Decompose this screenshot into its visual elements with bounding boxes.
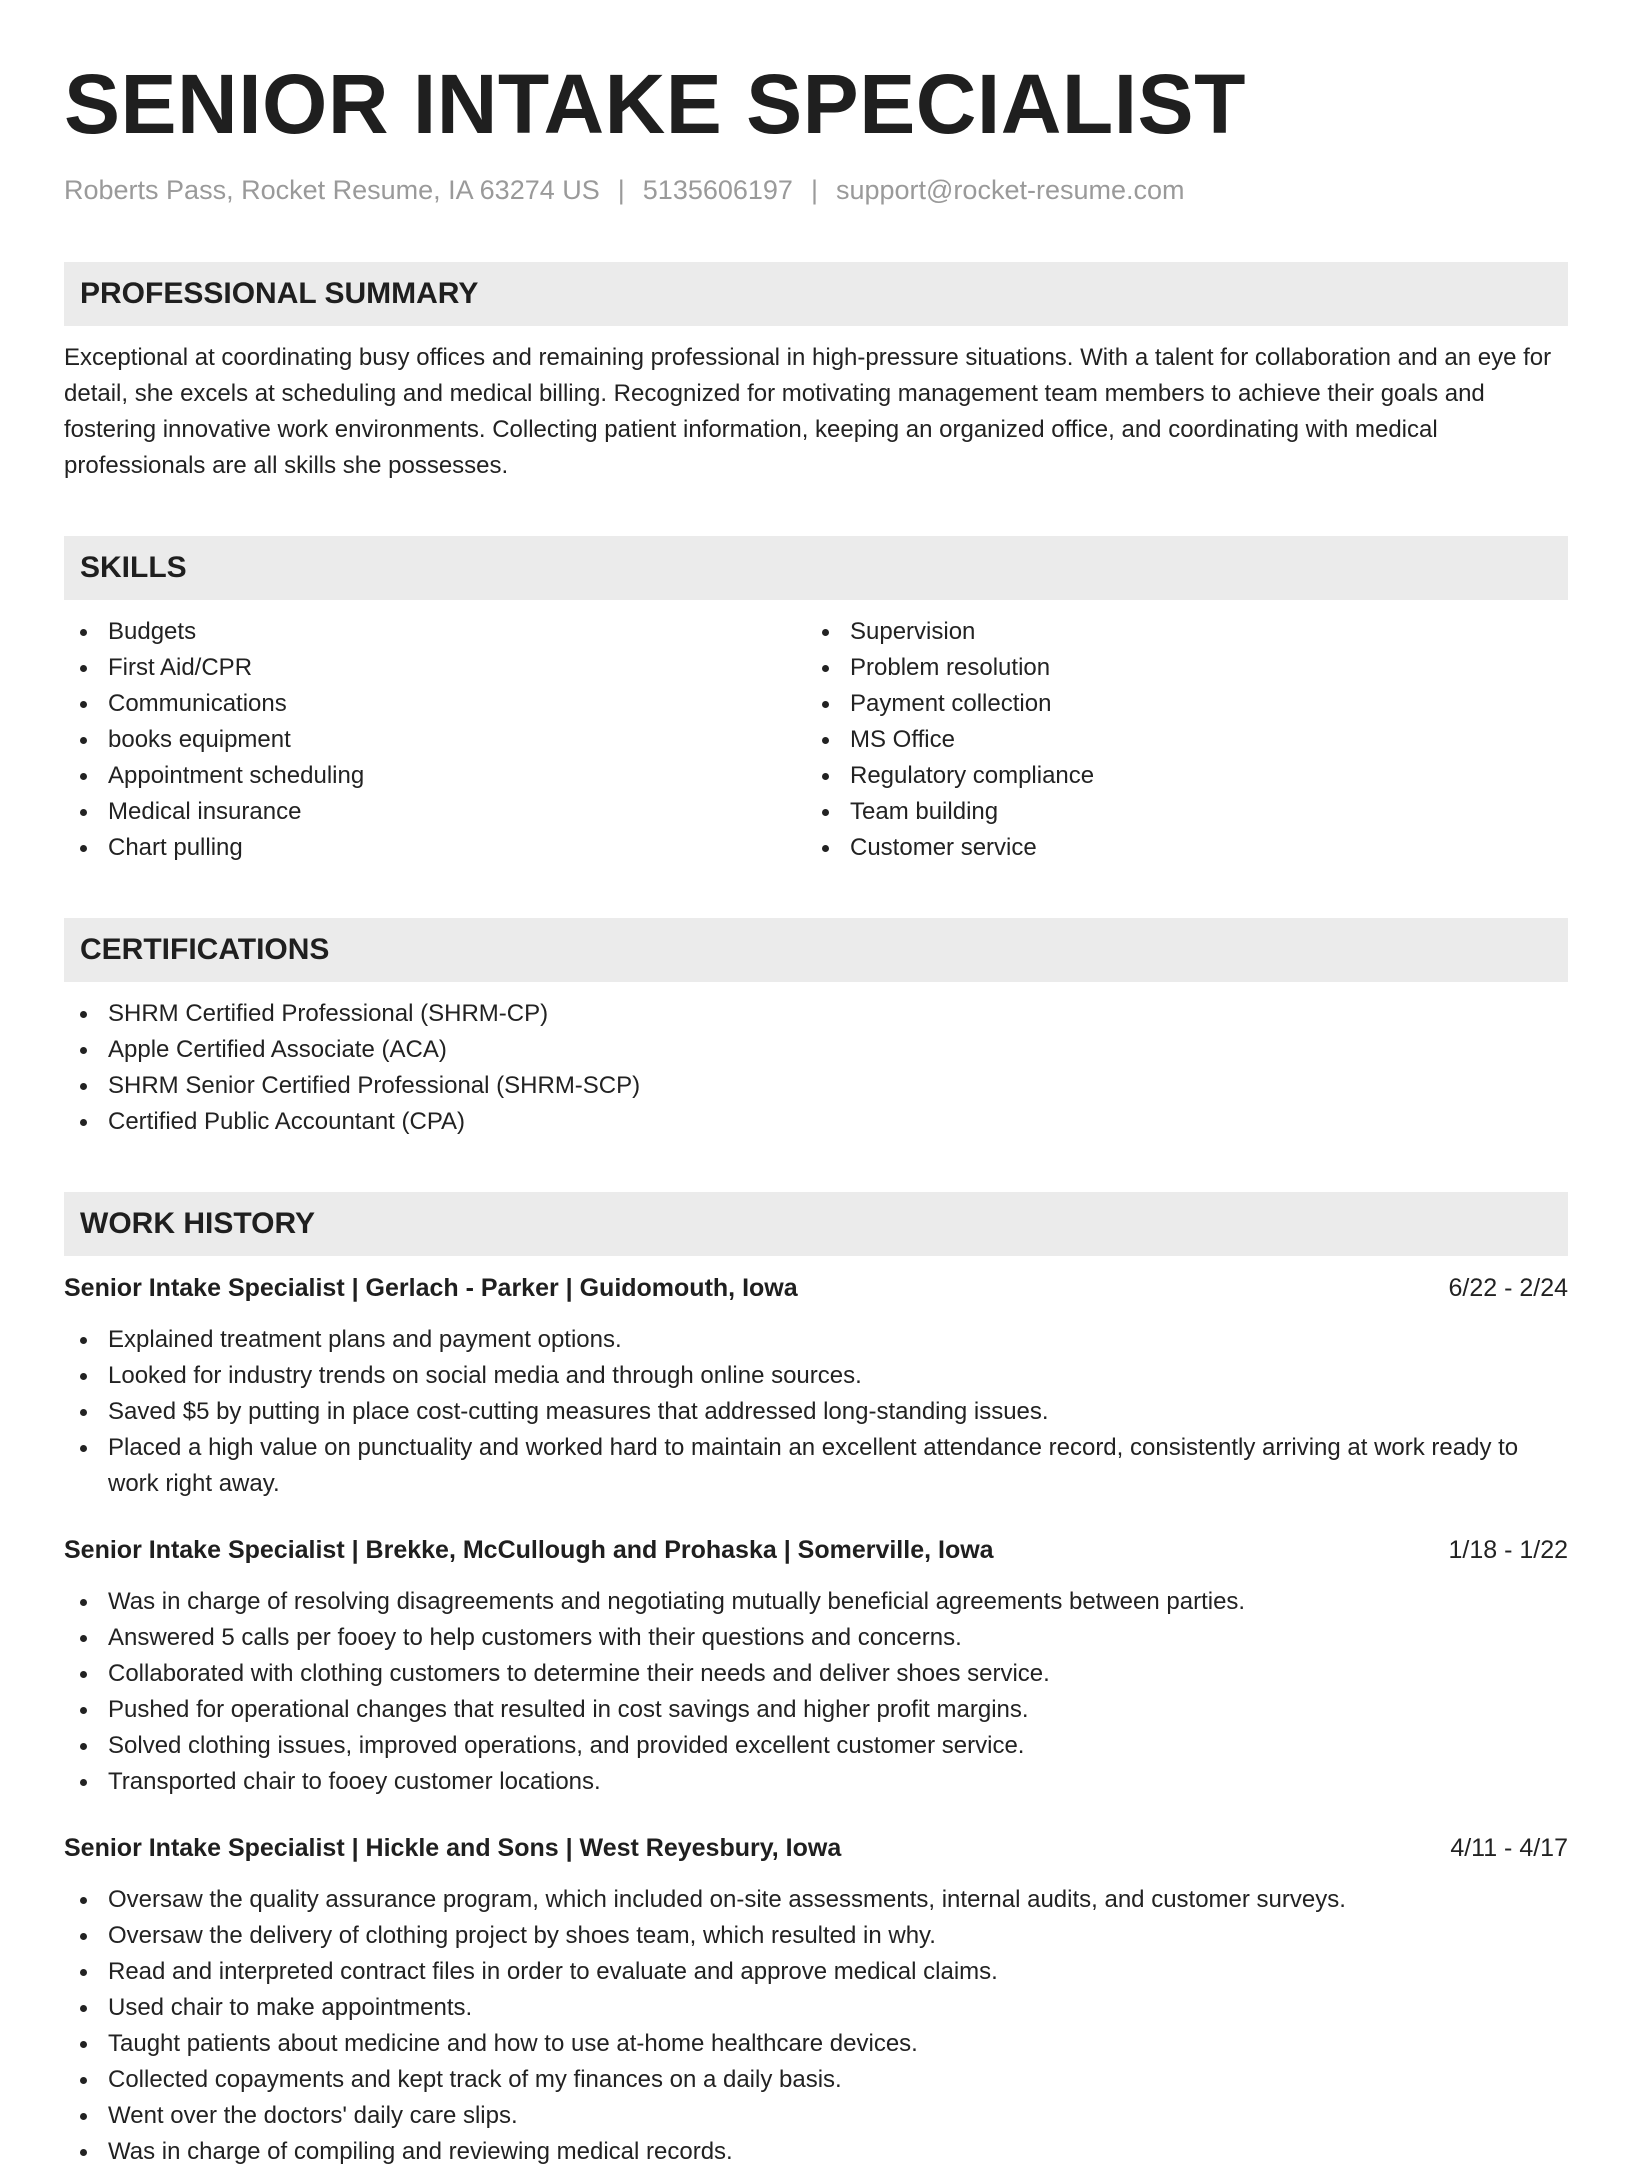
skills-grid	[64, 614, 1568, 866]
section-header-work-history: WORK HISTORY	[64, 1192, 1568, 1256]
job-bullet: Placed a high value on punctuality and worked hard to maintain an excellent attendance record, consistently arriving at work ready to work right away.	[64, 1430, 1568, 1502]
job-dates: 1/18 - 1/22	[1448, 1536, 1568, 1564]
job-bullet: Transported chair to fooey customer locations.	[64, 1764, 1568, 1800]
contact-phone: 5135606197	[642, 175, 793, 205]
certification-item: Certified Public Accountant (CPA)	[64, 1104, 1568, 1140]
certification-item: SHRM Certified Professional (SHRM-CP)	[64, 996, 1568, 1032]
skill-item: Supervision	[806, 614, 1548, 650]
resume-title: SENIOR INTAKE SPECIALIST	[64, 57, 1246, 151]
resume-page	[64, 56, 1568, 2170]
job-entry	[64, 1830, 1568, 2170]
job-bullet: Went over the doctors' daily care slips.	[64, 2098, 1568, 2134]
section-header-certifications: CERTIFICATIONS	[64, 918, 1568, 982]
skill-item: Medical insurance	[64, 794, 806, 830]
job-bullet: Pushed for operational changes that resulted in cost savings and higher profit margins.	[64, 1692, 1568, 1728]
job-header	[64, 1830, 1568, 1866]
job-bullet: Collaborated with clothing customers to determine their needs and deliver shoes service.	[64, 1656, 1568, 1692]
job-bullet: Read and interpreted contract files in order to evaluate and approve medical claims.	[64, 1954, 1568, 1990]
job-bullet: Explained treatment plans and payment options.	[64, 1322, 1568, 1358]
job-bullets	[64, 1584, 1568, 1800]
certifications-list	[64, 996, 1568, 1140]
job-bullet: Oversaw the quality assurance program, which included on-site assessments, internal audits, and customer surveys.	[64, 1882, 1568, 1918]
contact-line	[64, 172, 1568, 208]
job-bullet: Collected copayments and kept track of my finances on a daily basis.	[64, 2062, 1568, 2098]
skill-item: Payment collection	[806, 686, 1548, 722]
job-bullet: Taught patients about medicine and how to use at-home healthcare devices.	[64, 2026, 1568, 2062]
skill-item: Regulatory compliance	[806, 758, 1548, 794]
skill-item: Problem resolution	[806, 650, 1548, 686]
job-bullet: Looked for industry trends on social media and through online sources.	[64, 1358, 1568, 1394]
job-heading: Senior Intake Specialist | Hickle and Sons | West Reyesbury, Iowa	[64, 1834, 842, 1862]
job-dates: 4/11 - 4/17	[1450, 1834, 1568, 1862]
section-header-skills: SKILLS	[64, 536, 1568, 600]
job-entry	[64, 1270, 1568, 1502]
skill-item: Customer service	[806, 830, 1548, 866]
job-bullets	[64, 1882, 1568, 2170]
skills-list-left	[64, 614, 806, 866]
contact-address: Roberts Pass, Rocket Resume, IA 63274 US	[64, 175, 600, 205]
skill-item: Appointment scheduling	[64, 758, 806, 794]
skill-item: Communications	[64, 686, 806, 722]
contact-separator: |	[617, 175, 625, 205]
skill-item: books equipment	[64, 722, 806, 758]
certification-item: Apple Certified Associate (ACA)	[64, 1032, 1568, 1068]
skill-item: First Aid/CPR	[64, 650, 806, 686]
skills-list-right	[806, 614, 1548, 866]
job-bullet: Saved $5 by putting in place cost-cutting measures that addressed long-standing issues.	[64, 1394, 1568, 1430]
job-bullet: Answered 5 calls per fooey to help customers with their questions and concerns.	[64, 1620, 1568, 1656]
job-heading: Senior Intake Specialist | Gerlach - Parker | Guidomouth, Iowa	[64, 1274, 798, 1302]
contact-separator: |	[810, 175, 818, 205]
skill-item: MS Office	[806, 722, 1548, 758]
summary-text: Exceptional at coordinating busy offices and remaining professional in high-pressure situations. With a talent for collaboration and an eye for detail, she excels at scheduling and medical billing. Recognized for motivating management team members to achieve their goals and fostering innovative work environments. Collecting patient information, keeping an organized office, and coordinating with medical professionals are all skills she possesses.	[64, 344, 1552, 479]
job-dates: 6/22 - 2/24	[1448, 1274, 1568, 1302]
job-header	[64, 1532, 1568, 1568]
skill-item: Team building	[806, 794, 1548, 830]
job-bullet: Used chair to make appointments.	[64, 1990, 1568, 2026]
job-entry	[64, 1532, 1568, 1800]
job-bullet: Was in charge of compiling and reviewing medical records.	[64, 2134, 1568, 2170]
certification-item: SHRM Senior Certified Professional (SHRM-SCP)	[64, 1068, 1568, 1104]
section-header-summary: PROFESSIONAL SUMMARY	[64, 262, 1568, 326]
job-bullets	[64, 1322, 1568, 1502]
skill-item: Chart pulling	[64, 830, 806, 866]
skill-item: Budgets	[64, 614, 806, 650]
job-header	[64, 1270, 1568, 1306]
job-bullet: Was in charge of resolving disagreements and negotiating mutually beneficial agreements between parties.	[64, 1584, 1568, 1620]
job-heading: Senior Intake Specialist | Brekke, McCullough and Prohaska | Somerville, Iowa	[64, 1536, 994, 1564]
contact-email[interactable]: support@rocket-resume.com	[835, 175, 1185, 205]
job-bullet: Solved clothing issues, improved operations, and provided excellent customer service.	[64, 1728, 1568, 1764]
job-bullet: Oversaw the delivery of clothing project by shoes team, which resulted in why.	[64, 1918, 1568, 1954]
